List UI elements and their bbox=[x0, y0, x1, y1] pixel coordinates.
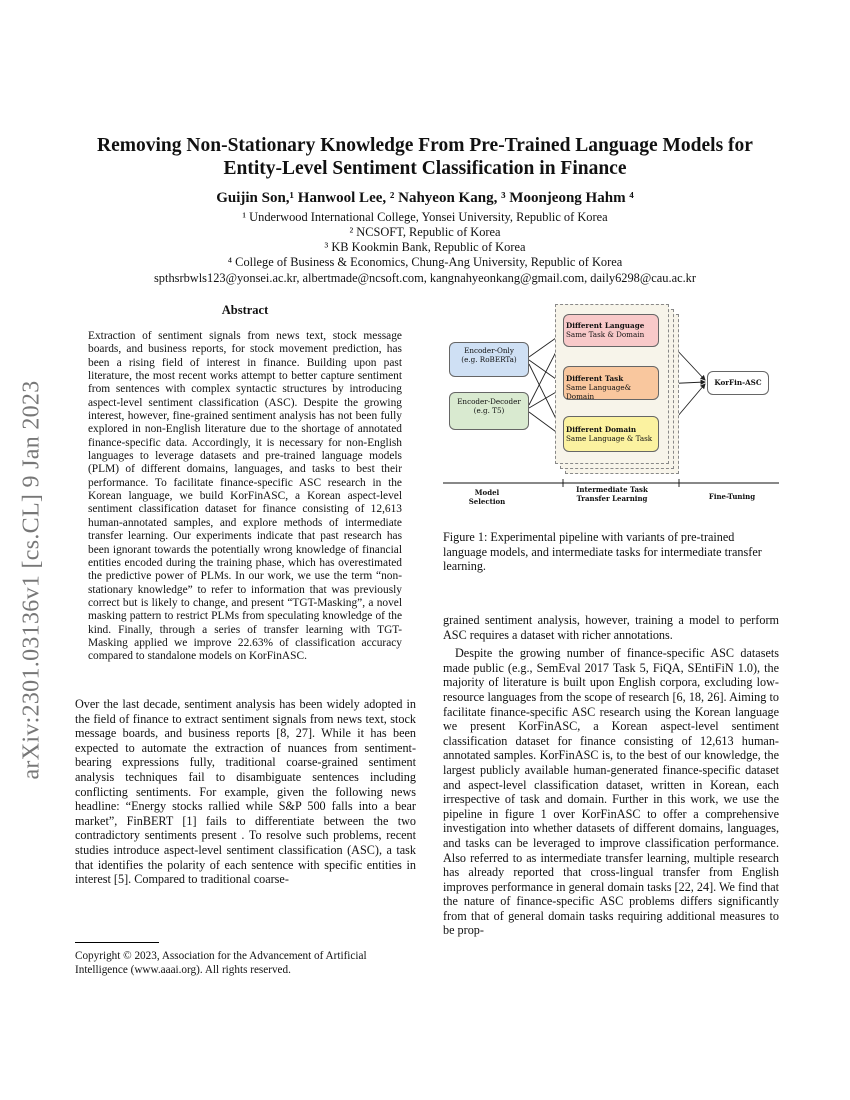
model-encoder-only: Encoder-Only (e.g. RoBERTa) bbox=[449, 342, 529, 377]
figure-1-caption: Figure 1: Experimental pipeline with variants of pre-trained language models, and intermediate tasks for intermediate transfer learning. bbox=[443, 530, 762, 574]
footnote-rule bbox=[75, 942, 159, 943]
author-emails: spthsrbwls123@yonsei.ac.kr, albertmade@ncsoft.com, kangnahyeonkang@gmail.com, daily6298@cau.ac.kr bbox=[153, 271, 696, 285]
stage-intermediate-transfer: Intermediate Task Transfer Learning bbox=[576, 485, 648, 503]
task-different-language: Different Language Same Task & Domain bbox=[563, 314, 659, 347]
affiliation-4: ⁴ College of Business & Economics, Chung-Ang University, Republic of Korea bbox=[227, 255, 623, 269]
abstract-text: Extraction of sentiment signals from news text, stock message boards, and business reports, for stock movement prediction, has been a rising field of interest in finance. Building upon past literature, the most recent works attempt to better capture sentiment from sentences with complex syntactic structures by introducing aspect-level sentiment classification (ASC). Despite the growing interest, however, fine-grained sentiment analysis has not been fully explored in non-English literature due to the shortage of annotated finance-specific data. Accordingly, it is necessary for non-English languages to leverage datasets and pre-trained language models (PLM) of different domains, languages, and tasks to best their performance. To facilitate finance-specific ASC research in the Korean language, we build KorFinASC, a Korean aspect-level sentiment classification dataset for finance consisting of 12,613 human-annotated samples, and explore methods of intermediate transfer learning. Our experiments indicate that past research has been ignorant towards the potentially wrong knowledge of financial entities encoded during the training phase, which has overestimated the predictive power of PLMs. In our work, we use the term “non-stationary knowledge” to refer to information that was previously correct but is likely to change, and present “TGT-Masking”, a novel masking pattern to restrict PLMs from speculating knowledge of the kind. Finally, through a series of transfer learning with TGT-Masking applied we improve 22.63% of classification accuracy compared to standalone models on KorFinASC. bbox=[88, 330, 402, 663]
model-encoder-decoder: Encoder-Decoder (e.g. T5) bbox=[449, 392, 529, 430]
paper-title: Removing Non-Stationary Knowledge From Pre-Trained Language Models for Entity-Level Sentiment Classification in Finance bbox=[97, 135, 753, 179]
stage-model-selection: Model Selection bbox=[468, 488, 506, 506]
arxiv-side-stamp: arXiv:2301.03136v1 [cs.CL] 9 Jan 2023 bbox=[18, 380, 45, 780]
affiliation-1: ¹ Underwood International College, Yonsei University, Republic of Korea bbox=[242, 210, 608, 224]
copyright-notice: Copyright © 2023, Association for the Advancement of Artificial Intelligence (www.aaai.org). All rights reserved. bbox=[75, 950, 367, 976]
task-different-task: Different Task Same Language& Domain bbox=[563, 366, 659, 400]
affiliation-2: ² NCSOFT, Republic of Korea bbox=[349, 225, 501, 239]
task-different-domain: Different Domain Same Language & Task bbox=[563, 416, 659, 452]
right-column-body bbox=[443, 613, 779, 938]
author-list: Guijin Son,¹ Hanwool Lee, ² Nahyeon Kang, ³ Moonjeong Hahm ⁴ bbox=[216, 190, 634, 206]
target-korfin-asc: KorFin-ASC bbox=[707, 371, 769, 395]
abstract-heading: Abstract bbox=[221, 303, 269, 317]
right-paragraph-2: Despite the growing number of finance-specific ASC datasets made public (e.g., SemEval 2017 Task 5, FiQA, SEntiFiN 1.0), the majority of literature is built upon English corpora, excluding low-resource languages from the scope of research [6, 18, 26]. Aiming to facilitate finance-specific ASC research using the Korean language we present KorFinASC, a Korean aspect-level sentiment classification dataset for finance consisting of 12,613 human-annotated samples. KorFinASC is, to the best of our knowledge, the largest publicly available human-generated finance-specific dataset and aspect-level classification dataset, written in Korean, each irrespective of task and domain. Further in this work, we use the pipeline in figure 1 over KorFinASC to offer a comprehensive investigation into whether datasets of different domains, languages, and tasks can be leveraged to improve classification performance. Also referred to as intermediate transfer learning, multiple research has already reported that cross-lingual transfer from English improves performance in general domain tasks [22, 24]. We find that the nature of finance-specific ASC problems differs significantly from that of general domain tasks requiring additional measures to be prop- bbox=[443, 646, 779, 938]
figure-1-pipeline bbox=[443, 300, 779, 522]
stage-fine-tuning: Fine-Tuning bbox=[708, 492, 756, 501]
intro-paragraph-left: Over the last decade, sentiment analysis has been widely adopted in the field of finance to extract sentiment signals from news text, stock message boards, and business reports [8, 27]. While it has been expected to automate the extraction of nuances from sentiment-bearing expressions fully, traditional coarse-grained sentiment analysis techniques fail to disambiguate sentences including conflicting sentiments. For example, given the following news headline: “Energy stocks rallied while S&P 500 falls into a bear market”, FinBERT [1] fails to differentiate between the two contradictory sentiments present . To resolve such problems, recent studies introduce aspect-level sentiment classification (ASC), a task that identifies the polarity of each sentence with specific entities in interest [5]. Compared to traditional coarse- bbox=[75, 697, 416, 887]
affiliation-3: ³ KB Kookmin Bank, Republic of Korea bbox=[324, 240, 526, 254]
right-paragraph-1: grained sentiment analysis, however, training a model to perform ASC requires a dataset with richer annotations. bbox=[443, 613, 779, 642]
